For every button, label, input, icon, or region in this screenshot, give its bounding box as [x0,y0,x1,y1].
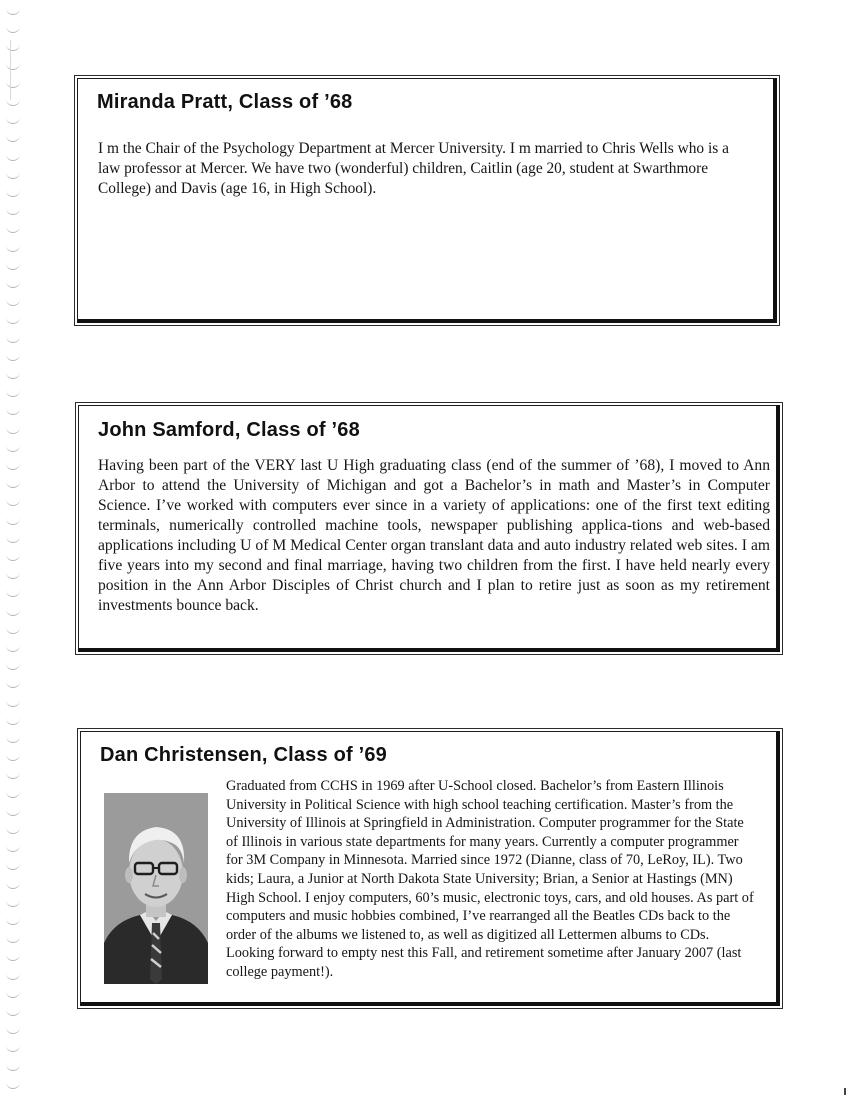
profile-bio: I m the Chair of the Psychology Department at Mercer University. I m married to Chris Wells who is a law professor at Mercer. We have two (wonderful) children, Caitlin (age 20, student at Swarthmore College) and Davis (age 16, in High School). [98,140,729,198]
binder-hole-mark [6,772,20,779]
profile-photo [104,793,208,984]
binder-hole-mark [6,590,20,597]
binder-hole-mark [6,609,20,616]
margin-line [10,40,11,100]
binder-hole-mark [6,1027,20,1034]
binder-hole-mark [6,791,20,798]
binder-hole-mark [6,518,20,525]
binder-hole-mark [6,390,20,397]
binder-hole-mark [6,336,20,343]
binder-hole-mark [6,499,20,506]
binder-hole-mark [6,372,20,379]
binder-hole-mark [6,1009,20,1016]
binder-hole-mark [6,1082,20,1089]
binder-hole-mark [6,263,20,270]
binder-hole-mark [6,154,20,161]
binder-hole-mark [6,973,20,980]
binder-hole-mark [6,918,20,925]
binder-hole-mark [6,245,20,252]
binder-hole-mark [6,882,20,889]
scan-mark [844,1088,846,1095]
binder-hole-mark [6,281,20,288]
profile-name: Miranda Pratt, Class of ’68 [97,91,353,113]
binder-hole-mark [6,81,20,88]
binder-hole-mark [6,408,20,415]
binder-hole-mark [6,99,20,106]
binder-hole-mark [6,809,20,816]
binder-hole-mark [6,208,20,215]
binder-hole-mark [6,554,20,561]
binder-hole-mark [6,863,20,870]
profile-bio: Having been part of the VERY last U High graduating class (end of the summer of ’68), I moved to Ann Arbor to attend the University of Michigan and got a Bachelor’s in math and Master’s in Computer Science. I’ve worked with computers ever since in a variety of applications: one of the first text editing terminals, numerically controlled machine tools, newspaper publishing applica-tions and web-based applications including U of M Medical Center organ translant data and auto industry related web sites. I am five years into my second and final marriage, having two children from the first. I have held nearly every position in the Ann Arbor Disciples of Christ church and I plan to retire just as soon as my retirement investments bounce back. [98,457,770,615]
binder-hole-mark [6,627,20,634]
profile-name: John Samford, Class of ’68 [98,419,360,441]
binder-hole-mark [6,991,20,998]
binder-hole-mark [6,1064,20,1071]
binder-hole-mark [6,536,20,543]
binder-hole-mark [6,226,20,233]
binder-hole-mark [6,827,20,834]
binder-hole-mark [6,845,20,852]
binder-hole-mark [6,445,20,452]
binder-hole-mark [6,1045,20,1052]
profile-name: Dan Christensen, Class of ’69 [100,744,388,766]
profile-bio: Graduated from CCHS in 1969 after U-School closed. Bachelor’s from Eastern Illinois University in Political Science with high school teaching certification. Master’s from the University of Illinois at Springfield in Administration. Computer programmer for the State of Illinois in various state departments for many years. Currently a computer programmer for 3M Company in Minnesota. Married since 1972 (Dianne, class of 70, LeRoy, IL). Two kids; Laura, a Junior at North Dakota State University; Brian, a Senior at Hastings (MN) High School. I enjoy computers, 60’s music, electronic toys, cars, and old houses. As part of computers and music hobbies combined, I’ve rearranged all the Beatles CDs back to the order of the albums we listened to, as well as digitized all Lettermen albums to CDs. Looking forward to empty nest this Fall, and retirement sometime after January 2007 (last college payment!). [226,778,754,980]
binder-hole-mark [6,135,20,142]
binder-hole-mark [6,44,20,51]
profile-card-dan-christensen [80,731,780,1006]
binder-hole-mark [6,427,20,434]
binder-hole-mark [6,754,20,761]
binder-hole-mark [6,354,20,361]
binder-hole-mark [6,681,20,688]
binder-hole-mark [6,463,20,470]
binder-hole-mark [6,936,20,943]
binder-hole-mark [6,736,20,743]
profile-card-john-samford [78,405,780,652]
binder-hole-mark [6,63,20,70]
binder-hole-mark [6,954,20,961]
binder-hole-mark [6,8,20,15]
binder-hole-margin [0,0,28,1099]
binder-hole-mark [6,317,20,324]
binder-hole-mark [6,26,20,33]
profile-card-miranda-pratt [77,78,777,323]
binder-hole-mark [6,172,20,179]
binder-hole-mark [6,299,20,306]
binder-hole-mark [6,645,20,652]
binder-hole-mark [6,700,20,707]
binder-hole-mark [6,190,20,197]
binder-hole-mark [6,117,20,124]
binder-hole-mark [6,481,20,488]
binder-hole-mark [6,718,20,725]
binder-hole-mark [6,900,20,907]
binder-hole-mark [6,572,20,579]
binder-hole-mark [6,663,20,670]
